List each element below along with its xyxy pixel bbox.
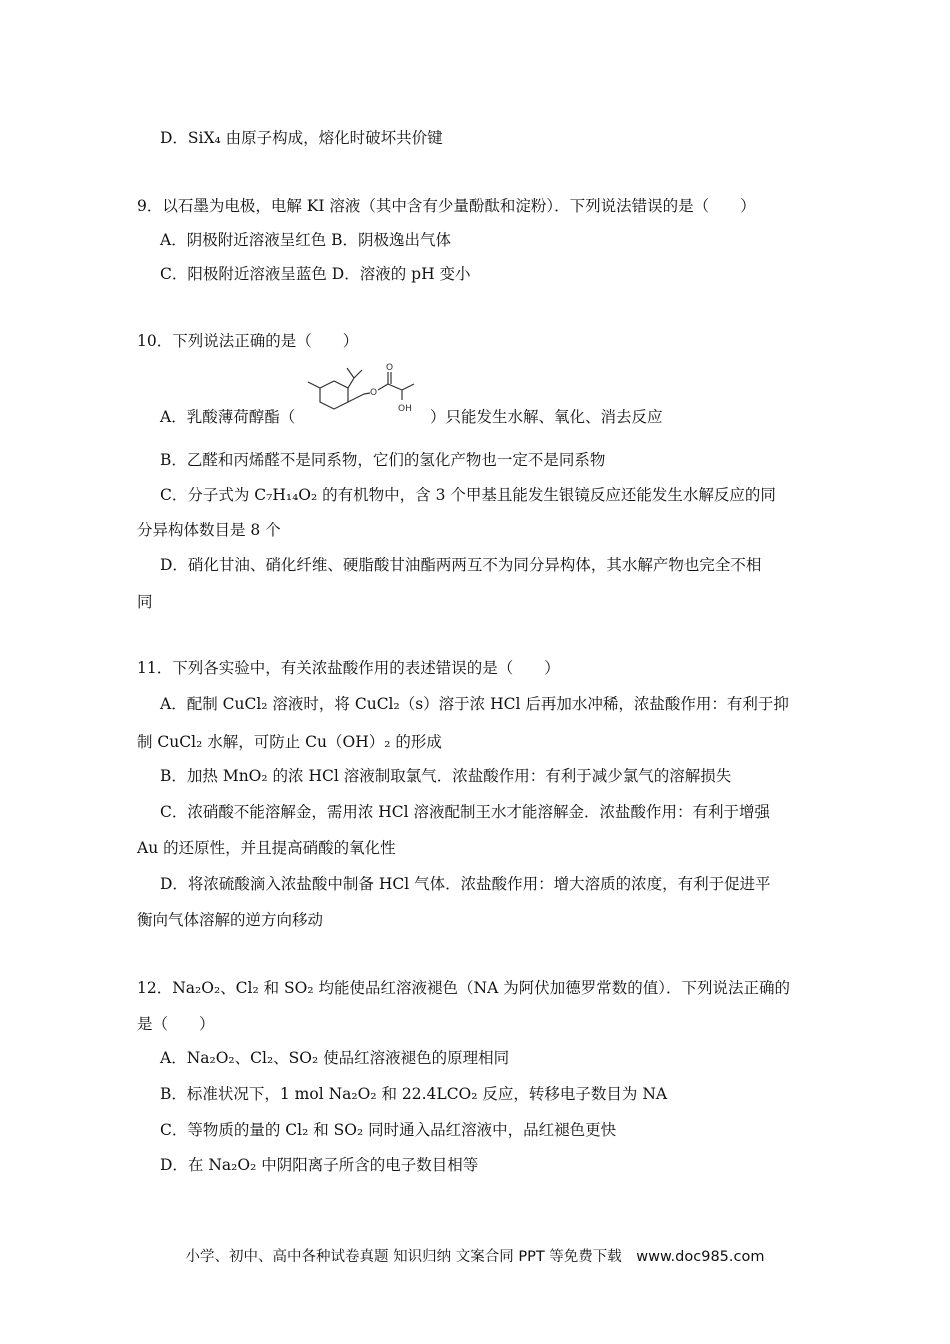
mol-o-ester: O — [370, 388, 378, 398]
q12-option-a: A．Na₂O₂、Cl₂、SO₂ 使品红溶液褪色的原理相同 — [160, 1049, 510, 1067]
q10-option-b: B．乙醛和丙烯醛不是同系物，它们的氢化产物也一定不是同系物 — [160, 451, 606, 469]
q11-option-d-line1: D．将浓硫酸滴入浓盐酸中制备 HCl 气体．浓盐酸作用：增大溶质的浓度，有利于促进平 — [160, 875, 771, 893]
q10-option-a-suffix: ）只能发生水解、氧化、消去反应 — [430, 408, 663, 426]
q12-stem-line2: 是（ ） — [137, 1015, 215, 1033]
q11-option-c-line1: C．浓硝酸不能溶解金，需用浓 HCl 溶液配制王水才能溶解金．浓盐酸作用：有利于增强 — [160, 803, 771, 821]
q12-option-b: B．标准状况下，1 mol Na₂O₂ 和 22.4LCO₂ 反应，转移电子数目为 NA — [160, 1085, 668, 1103]
mol-o-carbonyl: O — [386, 363, 394, 373]
q10-stem: 10．下列说法正确的是（ ） — [137, 332, 359, 350]
q11-option-c-line2: Au 的还原性，并且提高硝酸的氧化性 — [137, 839, 396, 857]
q10-option-a-prefix: A．乳酸薄荷醇酯（ — [160, 408, 296, 426]
q9-options-ab: A．阴极附近溶液呈红色 B．阴极逸出气体 — [160, 231, 452, 249]
mol-oh: OH — [398, 404, 412, 414]
q10-option-c-line2: 分异构体数目是 8 个 — [137, 521, 281, 539]
q11-option-a-line1: A．配制 CuCl₂ 溶液时，将 CuCl₂（s）溶于浓 HCl 后再加水冲稀，浓盐酸作用：有利于抑 — [160, 695, 789, 713]
q12-option-d: D．在 Na₂O₂ 中阴阳离子所含的电子数目相等 — [160, 1156, 479, 1174]
q9-stem: 9．以石墨为电极，电解 KI 溶液（其中含有少量酚酞和淀粉）．下列说法错误的是（ ） — [137, 197, 756, 215]
q8-option-d: D．SiX₄ 由原子构成，熔化时破坏共价键 — [160, 129, 443, 147]
q9-options-cd: C．阳极附近溶液呈蓝色 D．溶液的 pH 变小 — [160, 265, 471, 283]
q11-option-d-line2: 衡向气体溶解的逆方向移动 — [137, 911, 324, 929]
q11-stem: 11．下列各实验中，有关浓盐酸作用的表述错误的是（ ） — [137, 659, 560, 677]
q11-option-b: B．加热 MnO₂ 的浓 HCl 溶液制取氯气．浓盐酸作用：有利于减少氯气的溶解损失 — [160, 767, 732, 785]
page-footer: 小学、初中、高中各种试卷真题 知识归纳 文案合同 PPT 等免费下载 www.doc985.com — [185, 1249, 765, 1265]
q10-option-d-line1: D．硝化甘油、硝化纤维、硬脂酸甘油酯两两互不为同分异构体，其水解产物也完全不相 — [160, 556, 762, 574]
q11-option-a-line2: 制 CuCl₂ 水解，可防止 Cu（OH）₂ 的形成 — [137, 733, 442, 751]
q10-option-c-line1: C．分子式为 C₇H₁₄O₂ 的有机物中，含 3 个甲基且能发生银镜反应还能发生水解反应的同 — [160, 486, 776, 504]
menthyl-lactate-structure — [302, 360, 430, 418]
q10-option-d-line2: 同 — [137, 593, 153, 611]
q12-stem-line1: 12．Na₂O₂、Cl₂ 和 SO₂ 均能使品红溶液褪色（NA 为阿伏加德罗常数的值）．下列说法正确的 — [137, 979, 790, 997]
q12-option-c: C．等物质的量的 Cl₂ 和 SO₂ 同时通入品红溶液中，品红褪色更快 — [160, 1121, 617, 1139]
